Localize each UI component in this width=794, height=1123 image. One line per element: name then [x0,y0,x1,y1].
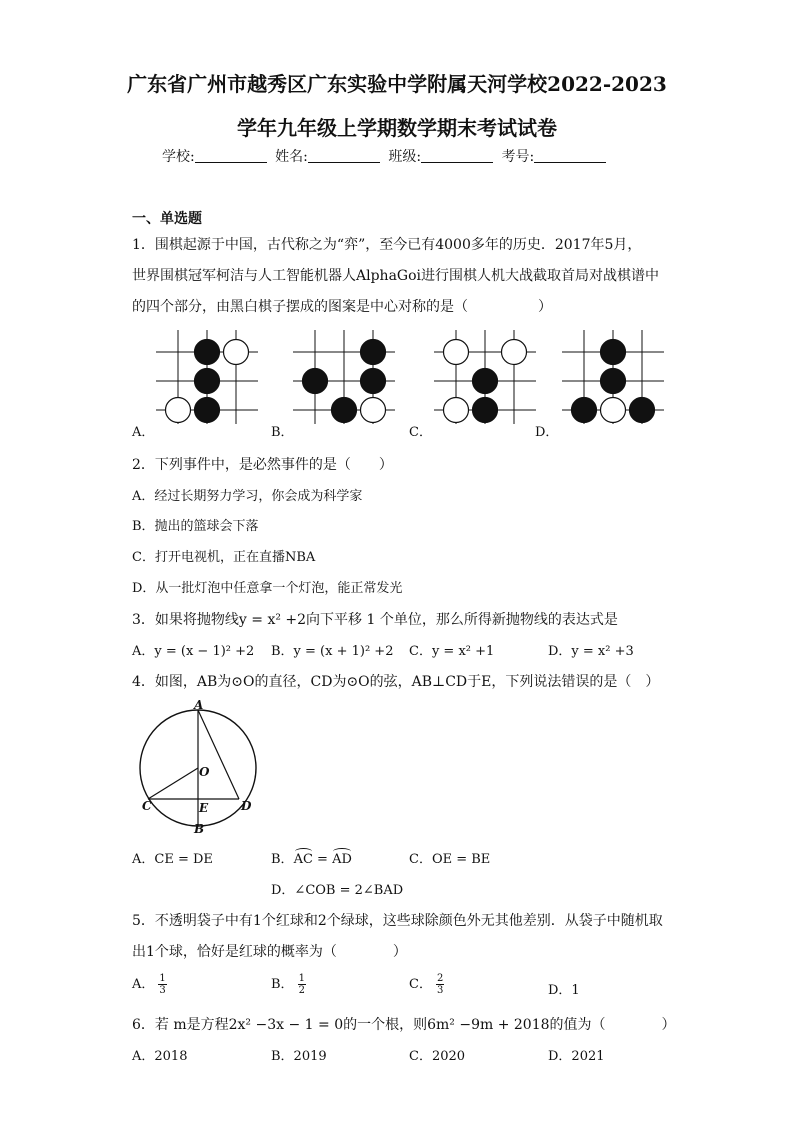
white-stone [361,398,386,423]
arc-ac: AC [293,852,313,867]
go-board-d [556,328,671,428]
q1-line3: 的四个部分，由黑白棋子摆成的图案是中心对称的是（ ） [132,299,552,315]
q1-line1: 1．围棋起源于中国，古代称之为“弈”，至今已有4000多年的历史．2017年5月， [132,237,642,253]
q6-option-c[interactable]: C．2020 [409,1049,466,1064]
white-stone [224,340,249,365]
q5-option-c[interactable] [409,973,444,996]
q5-line1: 5．不透明袋子中有1个红球和2个绿球，这些球除颜色外无其他差别．从袋子中随机取 [132,913,663,929]
segment-ad [198,710,239,799]
q6-option-a[interactable]: A．2018 [132,1049,188,1064]
black-stone [303,369,328,394]
label-c: C [142,799,152,813]
fraction-one-third [158,973,166,996]
exam-number-blank[interactable] [534,148,606,163]
black-stone [473,369,498,394]
black-stone [630,398,655,423]
exam-number-label: 考号: [501,149,535,165]
q2-option-a[interactable]: A．经过长期努力学习，你会成为科学家 [132,489,363,504]
name-blank[interactable] [308,148,380,163]
label-b: B [194,822,205,836]
black-stone [332,398,357,423]
fraction-numerator: 1 [159,973,166,984]
fraction-numerator: 2 [436,973,444,984]
fraction-denominator: 3 [159,985,166,996]
q4-option-a[interactable]: A．CE = DE [132,852,213,867]
label-o: O [199,765,210,779]
q3-option-a[interactable]: A．y = (x − 1)² +2 [132,644,255,659]
go-board-b [287,328,402,428]
q1-option-a-label[interactable]: A． [132,425,155,440]
q2-option-b[interactable]: B．抛出的篮球会下落 [132,519,259,534]
school-blank[interactable] [195,148,267,163]
black-stone [195,369,220,394]
fraction-one-half [298,973,306,996]
fraction-denominator: 2 [298,985,305,996]
q6-option-b[interactable]: B．2019 [271,1049,327,1064]
black-stone [572,398,597,423]
white-stone [502,340,527,365]
section-title: 一、单选题 [132,211,202,227]
black-stone [195,398,220,423]
name-label: 姓名: [275,149,308,165]
black-stone [195,340,220,365]
q4-option-c[interactable]: C．OE = BE [409,852,491,867]
black-stone [361,340,386,365]
q3-stem: 3．如果将抛物线y = x² +2向下平移 1 个单位，那么所得新抛物线的表达式是 [132,612,618,628]
q2-option-c[interactable]: C．打开电视机，正在直播NBA [132,550,316,565]
q5-line2: 出1个球，恰好是红球的概率为（ ） [132,944,407,960]
class-blank[interactable] [421,148,493,163]
label-e: E [199,801,209,815]
q5-option-b[interactable] [271,973,306,996]
q5-option-a[interactable] [132,973,167,996]
q4-option-b[interactable] [271,848,352,867]
q6-option-d[interactable]: D．2021 [548,1049,605,1064]
black-stone [361,369,386,394]
label-d: D [241,799,252,813]
q4-stem: 4．如图，AB为⊙O的直径，CD为⊙O的弦，AB⊥CD于E，下列说法错误的是（ ） [132,674,660,690]
fraction-denominator: 3 [436,985,444,996]
white-stone [444,340,469,365]
label-a: A [194,698,204,712]
q5-option-d[interactable]: D．1 [548,983,580,998]
q3-option-b[interactable]: B．y = (x + 1)² +2 [271,644,394,659]
go-board-c [428,328,543,428]
q5-option-a-label: A． [132,977,155,992]
exam-title-line2: 学年九年级上学期数学期末考试试卷 [237,116,557,140]
q3-option-d[interactable]: D．y = x² +3 [548,644,634,659]
q5-option-c-label: C． [409,977,432,992]
go-board-a [150,328,265,428]
arc-equals: = [312,852,333,867]
exam-title-line1: 广东省广州市越秀区广东实验中学附属天河学校2022-2023 [127,72,667,96]
fraction-two-thirds [436,973,444,996]
q3-option-c[interactable]: C．y = x² +1 [409,644,495,659]
class-label: 班级: [388,149,422,165]
fraction-numerator: 1 [298,973,305,984]
black-stone [601,369,626,394]
q2-stem: 2．下列事件中，是必然事件的是（ ） [132,457,393,473]
white-stone [601,398,626,423]
arc-ad: AD [332,852,352,867]
school-label: 学校: [162,149,195,165]
black-stone [473,398,498,423]
q5-option-b-label: B． [271,977,294,992]
q6-stem: 6．若 m是方程2x² −3x − 1 = 0的一个根，则6m² −9m + 2018的值为（ ） [132,1017,676,1033]
q1-line2: 世界围棋冠军柯洁与人工智能机器人AlphaGoi进行围棋人机大战截取首局对战棋谱中 [132,268,660,284]
black-stone [601,340,626,365]
q4-option-d[interactable]: D．∠COB = 2∠BAD [271,883,404,898]
white-stone [166,398,191,423]
student-info-fields [162,146,610,166]
circle-geometry-figure [135,698,265,838]
q2-option-d[interactable]: D．从一批灯泡中任意拿一个灯泡，能正常发光 [132,581,403,596]
q1-option-c-label[interactable]: C． [409,425,432,440]
white-stone [444,398,469,423]
segment-oc [148,768,198,799]
q4-option-b-label: B． [271,852,294,867]
q1-option-b-label[interactable]: B． [271,425,294,440]
q1-option-d-label[interactable]: D． [535,425,559,440]
